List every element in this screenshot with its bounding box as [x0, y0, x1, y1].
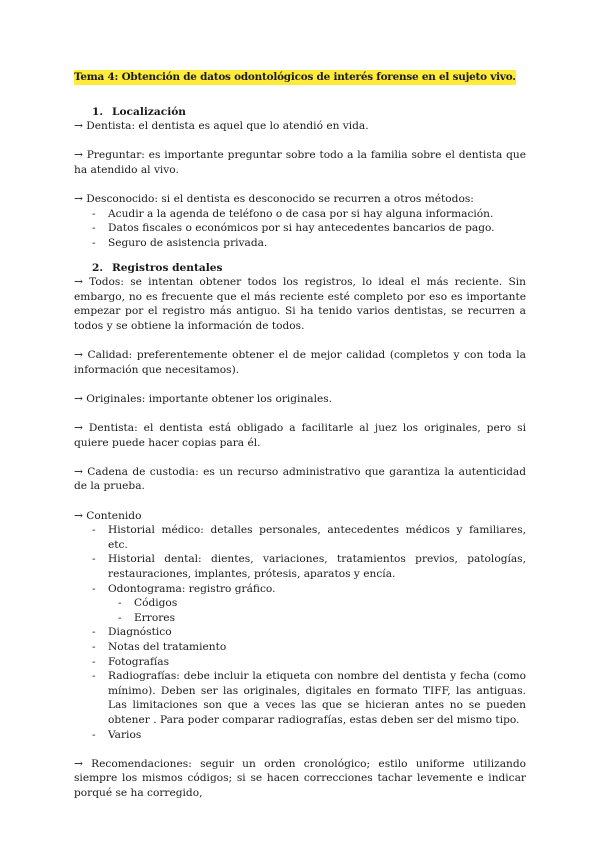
- paragraph-originales: → Originales: importante obtener los originales.: [74, 392, 333, 405]
- list-item: - Odontograma: registro gráfico.: [92, 582, 526, 597]
- list-item: - Diagnóstico: [92, 625, 526, 640]
- document-page: [74, 70, 526, 801]
- list-item: - Códigos: [118, 596, 526, 611]
- list-item: - Historial dental: dientes, variaciones, tratamientos previos, patologías, restauraciones, implantes, prótesis, aparatos y encía.: [92, 552, 526, 581]
- paragraph-cadena-custodia: → Cadena de custodia: es un recurso administrativo que garantiza la autenticidad de la prueba.: [74, 465, 526, 493]
- paragraph-contenido: → Contenido: [74, 509, 142, 522]
- section-heading-localizacion: 1. Localización: [92, 105, 187, 118]
- list-item: - Notas del tratamiento: [92, 640, 526, 655]
- bullet-list-contenido: [74, 523, 526, 596]
- paragraph-dentista-obligado: → Dentista: el dentista está obligado a facilitarle al juez los originales, pero si quiere puede hacer copias para él.: [74, 422, 526, 449]
- section-heading-registros: 2. Registros dentales: [92, 261, 223, 274]
- paragraph-recomendaciones: → Recomendaciones: seguir un orden cronológico; estilo uniforme utilizando siempre los mismos códigos; si se hacen correcciones tachar levemente e indicar porqué se ha corregido,: [74, 757, 526, 799]
- list-item: - Errores: [118, 611, 526, 626]
- paragraph-desconocido: → Desconocido: si el dentista es desconocido se recurren a otros métodos:: [74, 193, 474, 206]
- paragraph-todos: → Todos: se intentan obtener todos los registros, lo ideal el más reciente. Sin embargo, no es frecuente que el más reciente esté completo por eso es importante empezar por el registro más antiguo. Si ha tenido varios dentistas, se recurren a todos y se obtiene la información de todos.: [74, 276, 526, 332]
- paragraph-dentista: → Dentista: el dentista es aquel que lo atendió en vida.: [74, 120, 369, 133]
- page-title: Tema 4: Obtención de datos odontológicos de interés forense en el sujeto vivo.: [74, 71, 516, 83]
- bullet-list-contenido-cont: [74, 625, 526, 742]
- list-item: - Fotografías: [92, 655, 526, 670]
- list-item: - Radiografías: debe incluir la etiqueta con nombre del dentista y fecha (como mínimo). Deben ser las originales, digitales en formato TIFF, las antiguas. Las limitaciones son que a veces las que se hicieran antes no se pueden obtener . Para poder comparar radiografías, estas deben ser del mismo tipo.: [92, 669, 526, 727]
- paragraph-preguntar: → Preguntar: es importante preguntar sobre todo a la familia sobre el dentista que ha atendido al vivo.: [74, 149, 526, 176]
- list-item: - Datos fiscales o económicos por si hay antecedentes bancarios de pago.: [92, 221, 526, 236]
- paragraph-calidad: → Calidad: preferentemente obtener el de mejor calidad (completos y con toda la información que necesitamos).: [74, 349, 526, 376]
- bullet-list-desconocido: [74, 207, 526, 251]
- list-item: - Varios: [92, 728, 526, 743]
- list-item: - Historial médico: detalles personales, antecedentes médicos y familiares, etc.: [92, 523, 526, 552]
- list-item: - Seguro de asistencia privada.: [92, 236, 526, 251]
- list-item: - Acudir a la agenda de teléfono o de casa por si hay alguna información.: [92, 207, 526, 222]
- sub-list-odontograma: [74, 596, 526, 625]
